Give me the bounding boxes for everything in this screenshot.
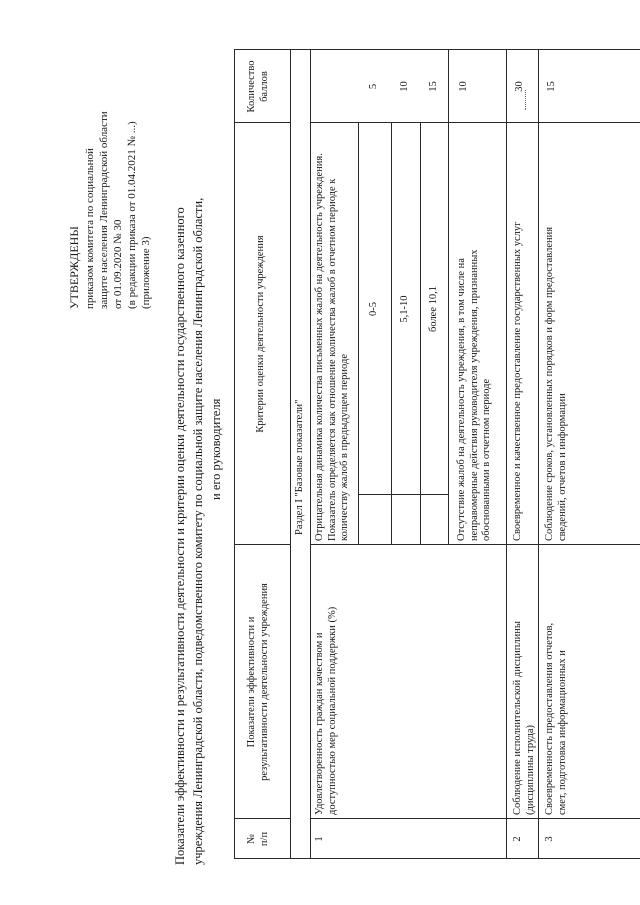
row-indicator: Своевременность предоставления отчетов, смет, подготовка информационных и	[544, 622, 568, 815]
approval-word: УТВЕРЖДЕНЫ	[67, 226, 81, 309]
header-indicator: Показатели эффективности и результативности деятельности учреждения	[246, 583, 270, 781]
doc-title-line: учреждения Ленинградской области, подведомственного комитету по социальной защите населения Ленинградской области,	[191, 197, 205, 865]
sub-range-points: 15	[428, 81, 439, 92]
row-number: 3	[544, 836, 555, 842]
sub-range-points: 10	[399, 81, 410, 92]
row-points: 15	[546, 81, 557, 92]
sub-range-label: 5,1-10	[399, 295, 410, 323]
approval-edition: (в редакции приказа от 01.04.2021 № ...)	[126, 121, 138, 309]
section-header: Раздел I "Базовые показатели"	[294, 399, 305, 535]
sub-range-points: 5	[368, 83, 379, 90]
row-criteria: Своевременное и качественное предоставление государственных услуг	[512, 221, 523, 541]
approval-appendix: (приложение 3)	[140, 236, 152, 309]
doc-title-line: Показатели эффективности и результативности деятельности и критерии оценки деятельности государственного казенного	[173, 207, 187, 865]
header-criteria: Критерии оценки деятельности учреждения	[255, 235, 266, 433]
row-criteria: Отрицательная динамика количества письменных жалоб на деятельность учреждения. Показатель определяется как отношение количества жалоб в отчетном периоде к количеству жалоб в предыдущем периоде	[314, 153, 350, 541]
approval-line: защите населения Ленинградской области	[98, 111, 110, 309]
row-points: 10	[458, 81, 469, 92]
header-points: Количество баллов	[246, 60, 270, 113]
row-number: 1	[314, 836, 325, 842]
sub-range-label: более 10,1	[428, 286, 439, 333]
header-num: № п/п	[246, 831, 270, 847]
approval-line: приказом комитета по социальной	[84, 148, 96, 309]
row-indicator: Удовлетворенность граждан качеством и доступностью мер социальной поддержки (%)	[314, 606, 338, 815]
approval-date: от 01.09.2020 № 30	[112, 219, 124, 309]
row-points: 30	[514, 81, 525, 92]
row-number: 2	[512, 836, 523, 842]
row-indicator: Соблюдение исполнительской дисциплины (дисциплины труда)	[512, 621, 536, 815]
row-criteria: Соблюдение сроков, установленных порядков и форм предоставления сведений, отчетов и информации	[544, 226, 568, 541]
sub-range-label: 0-5	[368, 302, 379, 316]
doc-title-line: и его руководителя	[209, 398, 223, 500]
row-criteria-extra: Отсутствие жалоб на деятельность учреждения, в том числе на неправомерные действия руководителя учреждения, признанных обоснованными в отчетном периоде	[456, 249, 492, 541]
